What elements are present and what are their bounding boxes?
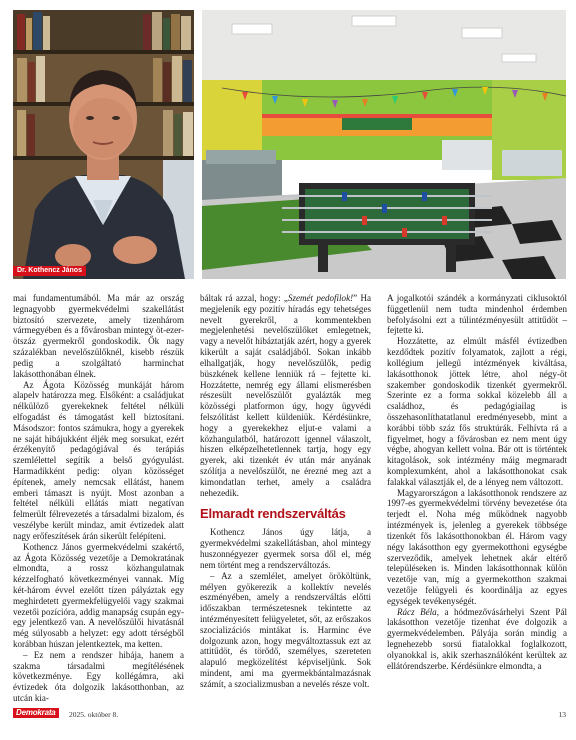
page-number: 13 — [558, 710, 566, 719]
paragraph: Magyarországon a lakásotthonok rendszere az 1997-es gyermekvédelmi törvény bevezetése óta terjedt el. Noha még működnek nagyobb intézmények is, jelenleg a gyerekek többsége tizenkét fős lakásotthonokban él. Három vagy négy lakásotthon egy gyermekotthoni egységbe szerveződik, amelyek lehetnek akár eltérő településeken is. Minden lakásotthonnak külön vezetője van, míg a gyermekotthon szakmai vezetője felügyeli és koordinálja az egyes egységek tevékenységét. — [387, 487, 567, 606]
quote-rest: ” Ha megjelenik egy pozitív híradás egy tehetséges nevelt gyerekről, a kommentekben megjelenhetési nevelőszülőket emlegetnek, vagy a nevelőt hibáztatják azért, hogy a gyerek kikerült a saját családjából. Sokan inkább elhallgatják, hogy nevelőszülők, pedig büszkének kellene lenniük rá – fejtette ki. Hozzátette, nemrég egy állami elismerésben részesült nevelőszülőt gyalázták meg közösségi platformon úgy, hogy ügyvédi felszólítást kellett küldeniük. Kérdésünkre, hogy a gyerekekhez eljut-e valami a közhangulatból, határozott igennel válaszolt, hiszen elképzelhetetlennek tartja, hogy egy gyerek, aki tizenkét év után már anyának szólítja a nevelőszülőt, ne érezné meg azt a kimondatlan terhet, amely a családra nehezedik. — [200, 293, 371, 498]
text-column-1 — [13, 293, 184, 704]
game-room-photo — [202, 10, 566, 279]
paragraph: mai fundamentumából. Ma már az ország legnagyobb gyermekvédelmi szakellátást biztosító szervezete, amely tizenhárom vármegyében és a fővárosban mintegy öt-ezer-ötszáz gyermekről gondoskodik. Ők nagy százalékban nevelőszülőknél, kisebb részük pedig a szolgáltató harminchat lakásotthonában élnek. — [13, 293, 184, 379]
photo-caption: Dr. Kothencz János — [13, 266, 86, 276]
paragraph: Kothencz János gyermekvédelmi szakértő, az Ágota Közösség vezetője a Demokratának elmondta, a rossz közhangulatnak kézzelfogható következményei vannak. Míg két-három évvel ezelőtt tízen pályáztak egy meghirdetett gyermekfelügyelői vagy szakmai vezetői pozícióra, addig manapság csupán egy-egy jelentkező van. A nevelőszülői hivatásnál még súlyosabb a helyzet: egy adott térségből korábban húszan jelentkeztek, ma ketten. — [13, 541, 184, 649]
paragraph — [387, 607, 567, 672]
paragraph: – Ez nem a rendszer hibája, hanem a szakma társadalmi megítélésének következménye. Egy kollégámra, aki évtizedek óta dolgozik lakásotthonban, az utcán kia- — [13, 649, 184, 704]
paragraph: Hozzátette, az elmúlt másfél évtizedben kezdődtek pozitív folyamatok, zajlott a régi, kollégium jellegű intézmények kiváltása, lakásotthonok jöttek létre, ahol négy-öt szakember gondoskodik tizenkét gyermekről. Szerinte ez a forma sokkal közelebb áll a családhoz, és pedagógiailag is összehasonlíthatatlanul eredményesebb, mint a korábbi több száz fős struktúrák. Felhívta rá a figyelmet, hogy a fővárosban ez nem ment úgy végbe, ahogyan kellett volna. Bár ott is történtek kitagolások, sok intézmény máig megmaradt komplexumként, ahol a lakásotthonokat csak falakkal választják el, de a lényeg nem változott. — [387, 336, 567, 487]
quote-lead: báltak rá azzal, hogy: „ — [200, 293, 288, 303]
paragraph: – Az a szemlélet, amelyet örököltünk, mélyen gyökerezik a kollektív nevelés eszményében, amely a rendszerváltás előtti időszakban természetesnek tekintette az intézményesített felügyeletet, sőt, az erőszakos szocializációs mintákat is. Harminc éve dolgozunk azon, hogy megváltoztassuk ezt az attitűdöt, és törődő, személyes, szereteten alapuló megközelítést képviseljünk. Sok mindent, ami ma gyermekbántalmazásnak számít, a szocializmusban a nevelés része volt. — [200, 570, 371, 689]
portrait-photo — [13, 10, 194, 279]
section-subheading: Elmaradt rendszerváltás — [200, 506, 346, 522]
text-column-2 — [200, 293, 371, 690]
issue-date: 2025. október 8. — [69, 710, 119, 719]
quote-text: Szemét pedofilok! — [287, 293, 354, 303]
page-footer — [13, 706, 566, 722]
paragraph: Kothencz János úgy látja, a gyermekvédelmi szakellátásban, ahol mintegy huszonnégyezer gyermek sorsa dől el, még nem történt meg a rendszerváltozás. — [200, 527, 371, 570]
person-name: Rácz Béla — [397, 606, 437, 617]
paragraph: A jogalkotói szándék a kormányzati ciklusoktól függetlenül nem tudta mindenhol érdemben befolyásolni ezt a túlintézményesült attitűdöt – fejtette ki. — [387, 293, 567, 336]
paragraph-rest: , a hódmezővásárhelyi Szent Pál lakásotthon vezetője tizenhat éve dolgozik a gyermekvédelemben. Pályája során mindig a legnehezebb sorsú fiatalokkal foglalkozott, olyanokkal is, akik szerhasználóként kerültek az ellátórendszerbe. Kérdésünkre elmondta, a — [387, 606, 567, 671]
text-column-3 — [387, 293, 567, 671]
paragraph: Az Ágota Közösség munkáját három alapelv határozza meg. Elsőként: a családjukat nélkülöző gyerekeknek feltétel nélküli elfogadást és támogatást kell biztosítani. Másodszor: fontos számukra, hogy a gyerekek ne saját hibájukként éljék meg sorsukat, ezért érzékenyítő pedagógiával és terápiás szemlélettel segítik a belső gyógyulást. Harmadikként pedig: olyan közösséget építenek, amely nemcsak ellátást, hanem emberi támaszt is nyújt. Most azonban a feltétel nélküli ellátás miatt negatívan felmerült félrevezetés a társadalmi bizalom, és veszélybe került mindaz, amit évtizedek alatt nagy erőfeszítések árán sikerült felépíteni. — [13, 379, 184, 541]
magazine-logo: Demokrata — [13, 708, 59, 718]
paragraph — [200, 293, 371, 498]
